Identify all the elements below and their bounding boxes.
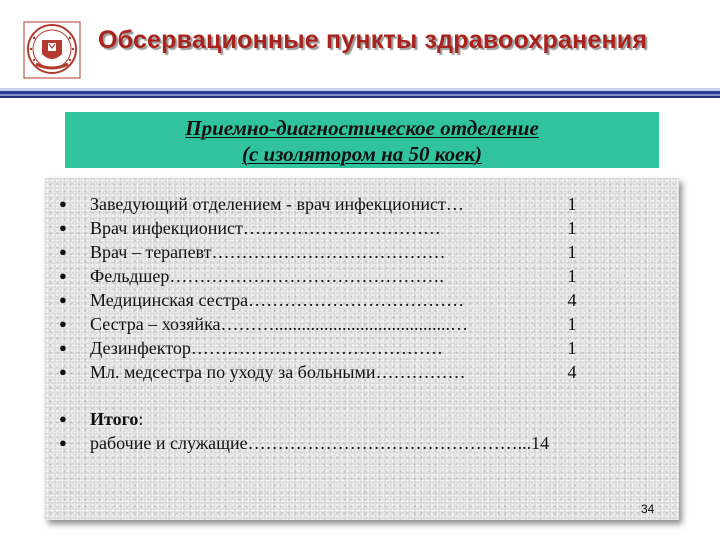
bullet-icon: ● (59, 196, 67, 211)
university-emblem-icon (22, 20, 82, 80)
list-item (45, 288, 679, 312)
bullet-icon: ● (59, 316, 67, 331)
staff-count: 1 (567, 218, 577, 238)
staff-position: Дезинфектор…………………………………… (90, 338, 443, 358)
section-heading-box (65, 112, 659, 168)
bullet-icon: ● (59, 268, 67, 283)
list-item (45, 192, 679, 216)
staff-position: Врач – терапевт………………………………… (90, 242, 446, 262)
staff-position: Врач инфекционист…………………………… (90, 218, 441, 238)
staff-position: Заведующий отделением - врач инфекционист… (90, 194, 464, 214)
staff-position: Медицинская сестра……………………………… (90, 290, 465, 310)
bullet-icon: ● (59, 340, 67, 355)
summary-label-bold: Итого (90, 409, 139, 429)
list-item (45, 360, 679, 384)
bullet-icon: ● (59, 292, 67, 307)
list-item (45, 240, 679, 264)
bullet-icon: ● (59, 435, 67, 450)
summary-label-row (45, 407, 679, 431)
staff-count: 1 (567, 242, 577, 262)
header-divider (0, 96, 720, 98)
staff-count: 4 (567, 362, 577, 382)
summary-total: рабочие и служащие………………………………………...14 (90, 433, 550, 453)
bullet-icon: ● (59, 364, 67, 379)
staff-list-panel (45, 178, 679, 520)
list-item (45, 312, 679, 336)
bullet-icon: ● (59, 244, 67, 259)
page-title: Обсервационные пункты здравоохранения (98, 26, 648, 54)
list-item (45, 264, 679, 288)
staff-count: 4 (567, 290, 577, 310)
staff-count: 1 (567, 314, 577, 334)
summary-label (90, 407, 143, 431)
staff-position: Фельдшер………………………………………. (90, 266, 444, 286)
summary-total-row (45, 431, 679, 455)
section-heading-line1: Приемно-диагностическое отделение (185, 116, 539, 140)
list-item (45, 216, 679, 240)
list-item (45, 336, 679, 360)
staff-count: 1 (567, 266, 577, 286)
staff-position: Сестра – хозяйка……….......................................… (90, 314, 469, 334)
summary-colon: : (138, 409, 144, 429)
staff-count: 1 (567, 338, 577, 358)
bullet-icon: ● (59, 220, 67, 235)
staff-position: Мл. медсестра по уходу за больными…………… (90, 362, 466, 382)
page-number: 34 (641, 502, 655, 516)
bullet-icon: ● (59, 411, 67, 426)
section-heading-line2: (с изолятором на 50 коек) (241, 142, 483, 166)
staff-count: 1 (567, 194, 577, 214)
